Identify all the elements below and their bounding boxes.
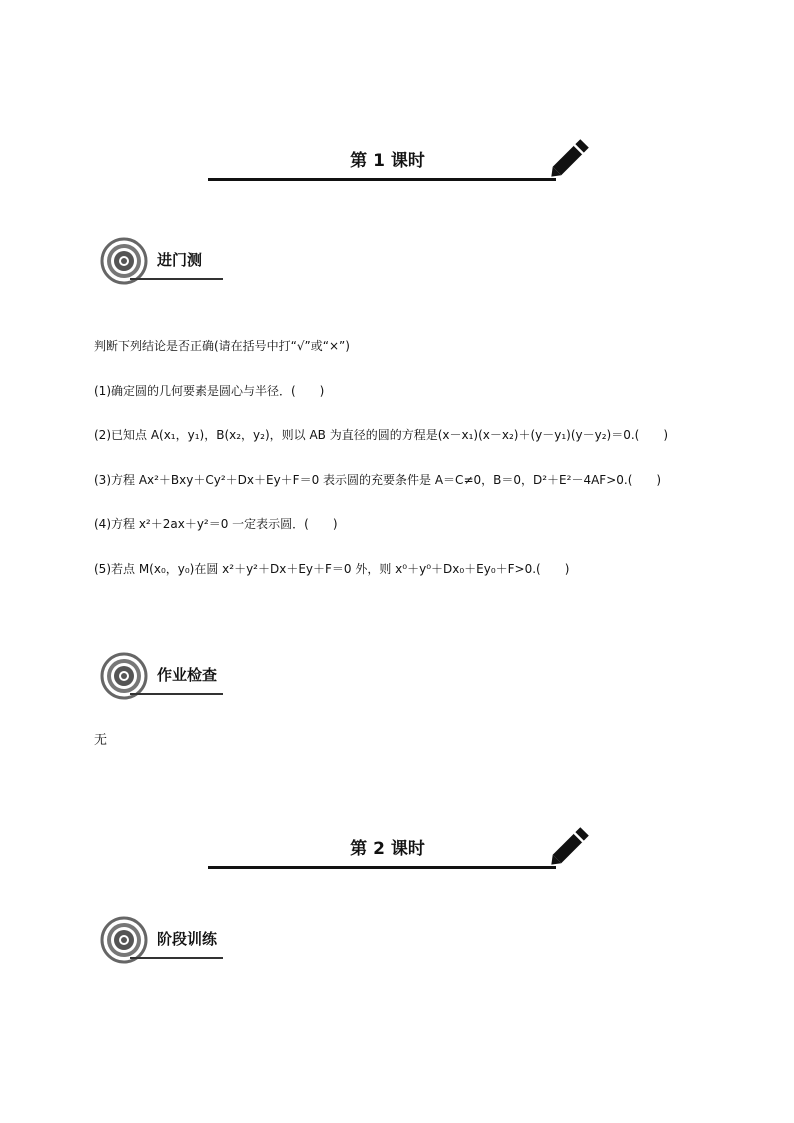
question-item: (1)确定圆的几何要素是圆心与半径．( ) — [94, 384, 325, 398]
lesson-1-header — [205, 133, 600, 203]
section-underline — [130, 693, 223, 695]
section-title: 作业检查 — [157, 666, 218, 684]
question-item: (3)方程 Ax²＋Bxy＋Cy²＋Dx＋Ey＋F＝0 表示圆的充要条件是 A＝C≠0，B＝0，D²＋E²－4AF>0.( ) — [94, 473, 662, 487]
homework-content: 无 — [94, 733, 108, 748]
question-item: (4)方程 x²＋2ax＋y²＝0 一定表示圆．( ) — [94, 517, 338, 531]
lesson-2-divider — [208, 866, 556, 869]
section-underline — [130, 278, 223, 280]
section-header-intro — [100, 237, 225, 285]
question-item: (5)若点 M(x₀，y₀)在圆 x²＋y²＋Dx＋Ey＋F＝0 外，则 x⁰＋y⁰＋Dx₀＋Ey₀＋F>0.( ) — [94, 562, 570, 576]
section-underline — [130, 957, 223, 959]
lesson-2-title: 第 2 课时 — [350, 839, 425, 859]
lesson-2-header — [205, 821, 600, 891]
section-title: 进门测 — [157, 251, 203, 269]
pencil-icon — [543, 821, 595, 873]
question-item: (2)已知点 A(x₁，y₁)，B(x₂，y₂)，则以 AB 为直径的圆的方程是(x－x₁)(x－x₂)＋(y－y₁)(y－y₂)＝0.( ) — [94, 428, 669, 442]
lesson-1-divider — [208, 178, 556, 181]
lesson-1-title: 第 1 课时 — [350, 151, 425, 171]
pencil-icon — [543, 133, 595, 185]
instruction-text: 判断下列结论是否正确(请在括号中打“√”或“×”) — [94, 339, 350, 353]
section-header-training — [100, 916, 225, 964]
section-title: 阶段训练 — [157, 930, 218, 948]
section-header-homework — [100, 652, 225, 700]
